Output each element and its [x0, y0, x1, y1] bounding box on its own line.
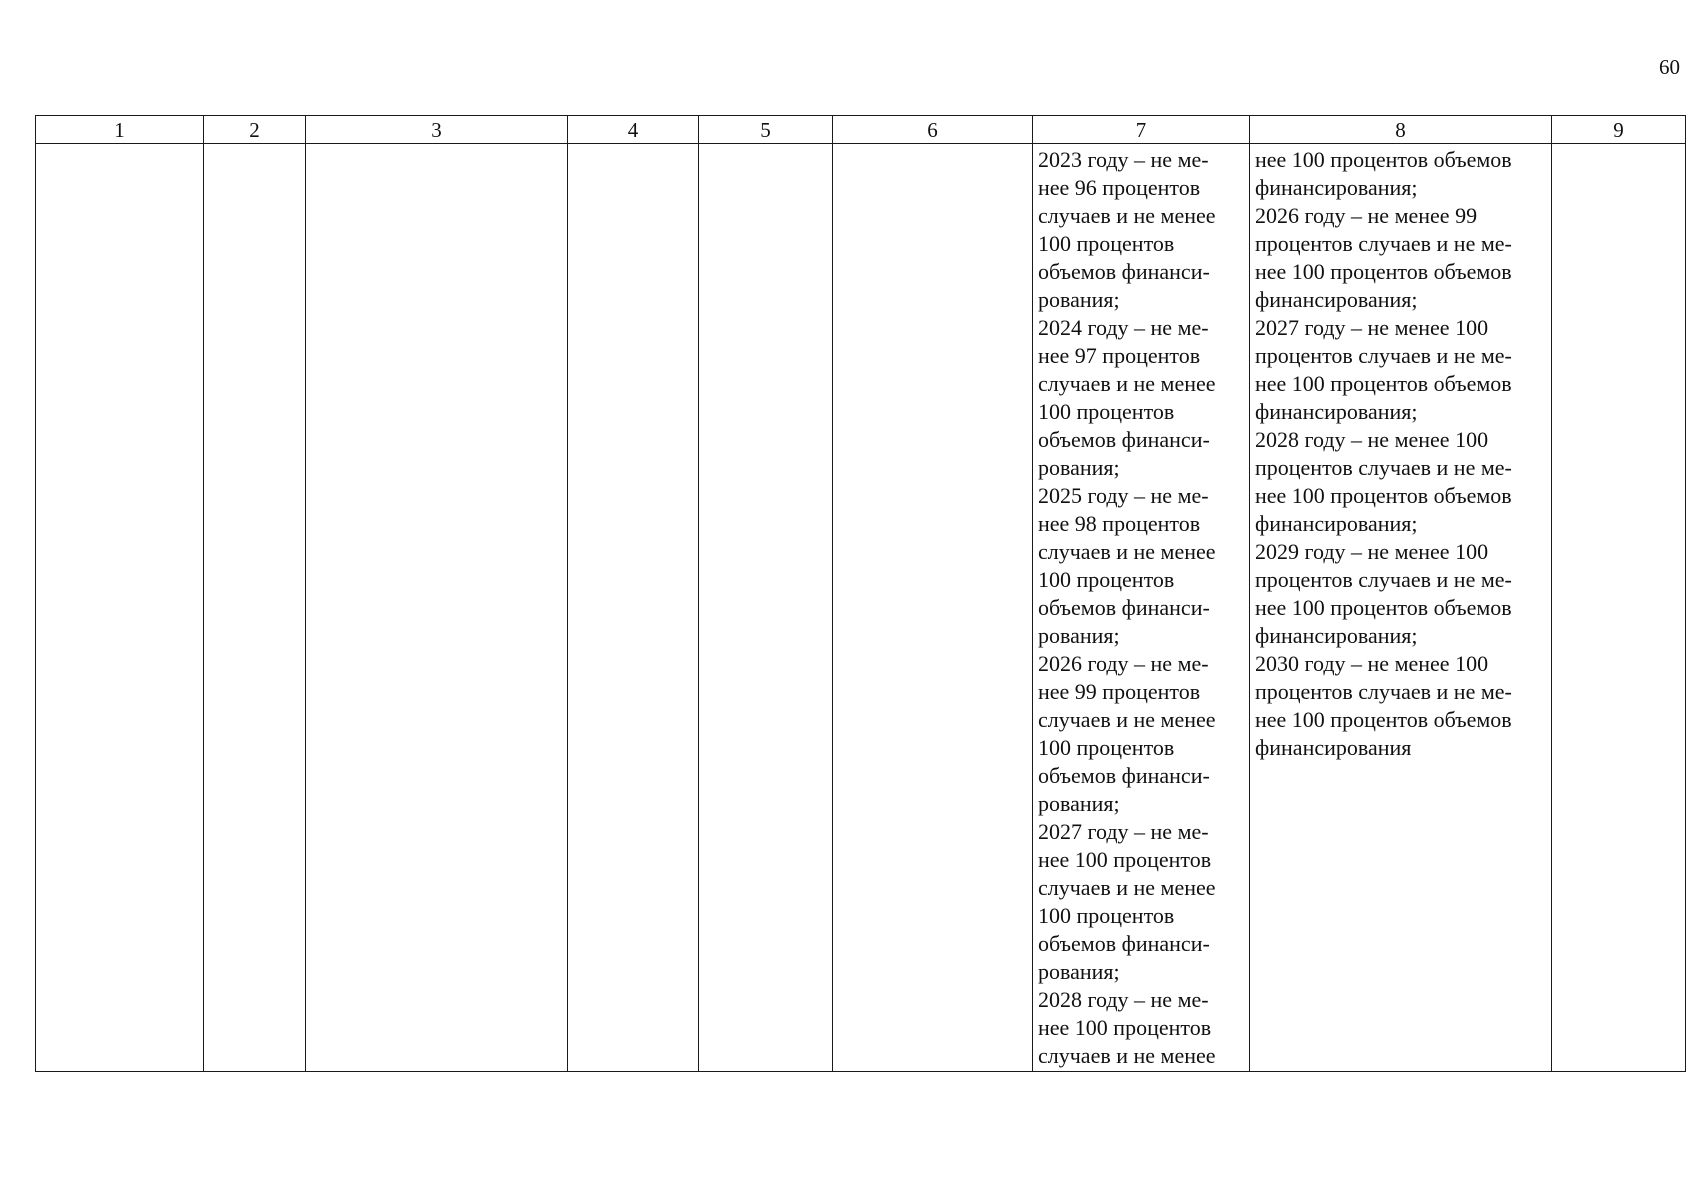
- text-line: 100 процентов: [1038, 567, 1175, 592]
- text-line: случаев и не менее: [1038, 707, 1216, 732]
- header-col-5: 5: [699, 116, 833, 144]
- page-number: 60: [1659, 55, 1680, 79]
- text-line: нее 99 процентов: [1038, 679, 1201, 704]
- header-col-4: 4: [568, 116, 699, 144]
- text-line: рования;: [1038, 791, 1120, 816]
- text-line: 2027 году – не ме-: [1038, 819, 1209, 844]
- text-line: нее 100 процентов объемов: [1255, 595, 1512, 620]
- header-col-6: 6: [833, 116, 1033, 144]
- text-line: финансирования;: [1255, 287, 1418, 312]
- header-col-2: 2: [204, 116, 306, 144]
- text-line: процентов случаев и не ме-: [1255, 679, 1512, 704]
- text-line: нее 100 процентов объемов: [1255, 147, 1512, 172]
- text-line: нее 100 процентов объемов: [1255, 259, 1512, 284]
- text-line: финансирования;: [1255, 623, 1418, 648]
- header-col-3: 3: [306, 116, 568, 144]
- cell-col-8: [1250, 144, 1552, 1072]
- text-line: 2029 году – не менее 100: [1255, 539, 1489, 564]
- text-line: финансирования;: [1255, 511, 1418, 536]
- cell-col-7: [1033, 144, 1250, 1072]
- cell-col-3: [306, 144, 568, 1072]
- text-line: объемов финанси-: [1038, 259, 1210, 284]
- text-line: 2026 году – не ме-: [1038, 651, 1209, 676]
- header-col-9: 9: [1552, 116, 1686, 144]
- text-line: нее 100 процентов объемов: [1255, 371, 1512, 396]
- text-line: нее 100 процентов объемов: [1255, 707, 1512, 732]
- header-col-1: 1: [36, 116, 204, 144]
- text-line: случаев и не менее: [1038, 539, 1216, 564]
- text-line: 100 процентов: [1038, 231, 1175, 256]
- text-line: рования;: [1038, 959, 1120, 984]
- text-line: случаев и не менее: [1038, 1043, 1216, 1068]
- text-line: нее 96 процентов: [1038, 175, 1201, 200]
- text-line: случаев и не менее: [1038, 875, 1216, 900]
- table-row: [36, 144, 1686, 1072]
- text-line: процентов случаев и не ме-: [1255, 567, 1512, 592]
- text-line: объемов финанси-: [1038, 931, 1210, 956]
- header-row: [36, 116, 1686, 144]
- text-line: нее 98 процентов: [1038, 511, 1201, 536]
- text-line: 2024 году – не ме-: [1038, 315, 1209, 340]
- text-line: нее 97 процентов: [1038, 343, 1201, 368]
- text-line: 2026 году – не менее 99: [1255, 203, 1478, 228]
- text-line: финансирования;: [1255, 175, 1418, 200]
- text-line: 2028 году – не ме-: [1038, 987, 1209, 1012]
- text-line: рования;: [1038, 623, 1120, 648]
- cell-col-4: [568, 144, 699, 1072]
- text-line: процентов случаев и не ме-: [1255, 455, 1512, 480]
- text-line: 2023 году – не ме-: [1038, 147, 1209, 172]
- text-line: 2028 году – не менее 100: [1255, 427, 1489, 452]
- cell-col-6: [833, 144, 1033, 1072]
- cell-col-2: [204, 144, 306, 1072]
- cell-col-9: [1552, 144, 1686, 1072]
- text-line: 100 процентов: [1038, 903, 1175, 928]
- text-line: объемов финанси-: [1038, 763, 1210, 788]
- text-line: случаев и не менее: [1038, 203, 1216, 228]
- text-line: объемов финанси-: [1038, 427, 1210, 452]
- text-line: нее 100 процентов: [1038, 1015, 1212, 1040]
- document-table: [35, 115, 1686, 1072]
- cell-col-5: [699, 144, 833, 1072]
- text-line: рования;: [1038, 455, 1120, 480]
- text-line: нее 100 процентов: [1038, 847, 1212, 872]
- header-col-8: 8: [1250, 116, 1552, 144]
- text-line: 100 процентов: [1038, 399, 1175, 424]
- text-line: процентов случаев и не ме-: [1255, 343, 1512, 368]
- text-line: рования;: [1038, 287, 1120, 312]
- text-line: процентов случаев и не ме-: [1255, 231, 1512, 256]
- text-line: 2027 году – не менее 100: [1255, 315, 1489, 340]
- text-line: объемов финанси-: [1038, 595, 1210, 620]
- text-line: нее 100 процентов объемов: [1255, 483, 1512, 508]
- header-col-7: 7: [1033, 116, 1250, 144]
- text-line: финансирования: [1255, 735, 1412, 760]
- text-line: финансирования;: [1255, 399, 1418, 424]
- text-line: случаев и не менее: [1038, 371, 1216, 396]
- text-line: 2025 году – не ме-: [1038, 483, 1209, 508]
- cell-col-1: [36, 144, 204, 1072]
- text-line: 2030 году – не менее 100: [1255, 651, 1489, 676]
- text-line: 100 процентов: [1038, 735, 1175, 760]
